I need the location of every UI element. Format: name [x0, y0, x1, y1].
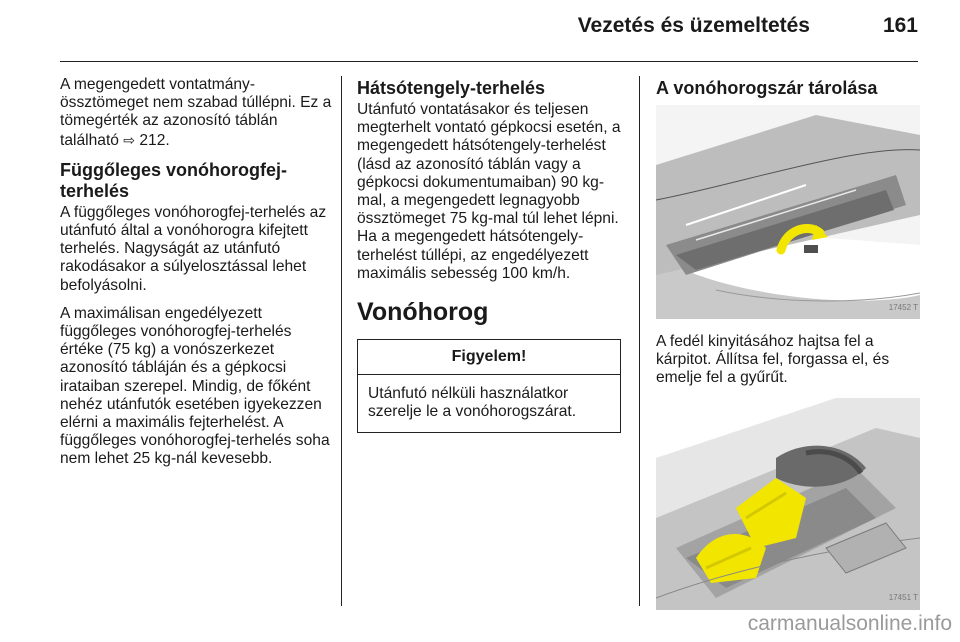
paragraph-rear-axle-load: Utánfutó vontatásakor és teljesen megterhelt vontató gépkocsi esetén, a megengedett hátsótengely-terhelést (lásd az azonosító táblán vagy a gépkocsi dokumentumaiban) 90 kg-mal, a megengedett legnagyobb össztömeget 75 kg-mal túl lehet lépni. Ha a megengedett hátsótengely-terhelést túllépi, az engedélyezett maximális sebesség 100 km/h.	[357, 101, 621, 282]
header-rule	[60, 61, 918, 62]
paragraph-vertical-load-1: A függőleges vonóhorogfej-terhelés az utánfutó által a vonóhorogra kifejtett terhelés. Nagyságát az utánfutó rakodásakor a súlyelosztással lehet befolyásolni.	[60, 203, 327, 294]
arrow-reference-icon: ⇨	[123, 131, 136, 148]
page-number: 161	[882, 14, 918, 37]
heading-rear-axle-load: Hátsótengely-terhelés	[357, 78, 546, 98]
photo-trunk-cover	[656, 105, 920, 319]
intro-reference-page[interactable]: 212.	[139, 131, 170, 149]
photo-towbar-in-trunk	[656, 398, 920, 610]
heading-towbar-storage: A vonóhorogszár tárolása	[656, 78, 878, 98]
warning-text: Utánfutó nélküli használatkor szerelje le a vonóhorogszárat.	[368, 385, 577, 421]
paragraph-vertical-load-2: A maximálisan engedélyezett függőleges vonóhorogfej-terhelés értéke (75 kg) a vonószerkezet azonosító tábláján és a gépkocsi irataiban szerepel. Mindig, de főként nehéz utánfutók esetében igyekezzen elérni a maximális fejterhelést. A függőleges vonóhorogfej-terhelés soha nem lehet 25 kg-nál kevesebb.	[60, 304, 330, 468]
section-title-towbar: Vonóhorog	[357, 298, 489, 327]
trunk-cover-illustration	[656, 105, 920, 319]
towbar-storage-illustration	[656, 398, 920, 610]
intro-text: A megengedett vontatmány-össztömeget nem szabad túllépni. Ez a tömegérték az azonosító táblán található	[60, 76, 332, 149]
column-left	[60, 76, 332, 479]
column-divider-1	[341, 76, 342, 606]
storage-caption: A fedél kinyitásához hajtsa fel a kárpitot. Állítsa fel, forgassa el, és emelje fel a gyűrűt.	[656, 333, 890, 387]
warning-title: Figyelem!	[358, 340, 620, 375]
watermark[interactable]: carmanualsonline.info	[747, 612, 952, 635]
column-right	[656, 76, 922, 610]
intro-paragraph	[60, 76, 332, 150]
column-middle	[357, 76, 622, 433]
photo-code-1: 17452 T	[888, 302, 918, 312]
header-title: Vezetés és üzemeltetés	[577, 14, 810, 37]
column-divider-2	[639, 76, 640, 606]
warning-box	[357, 339, 621, 433]
photo-code-2: 17451 T	[888, 593, 918, 603]
heading-vertical-load: Függőleges vonóhorogfej-terhelés	[60, 159, 287, 201]
